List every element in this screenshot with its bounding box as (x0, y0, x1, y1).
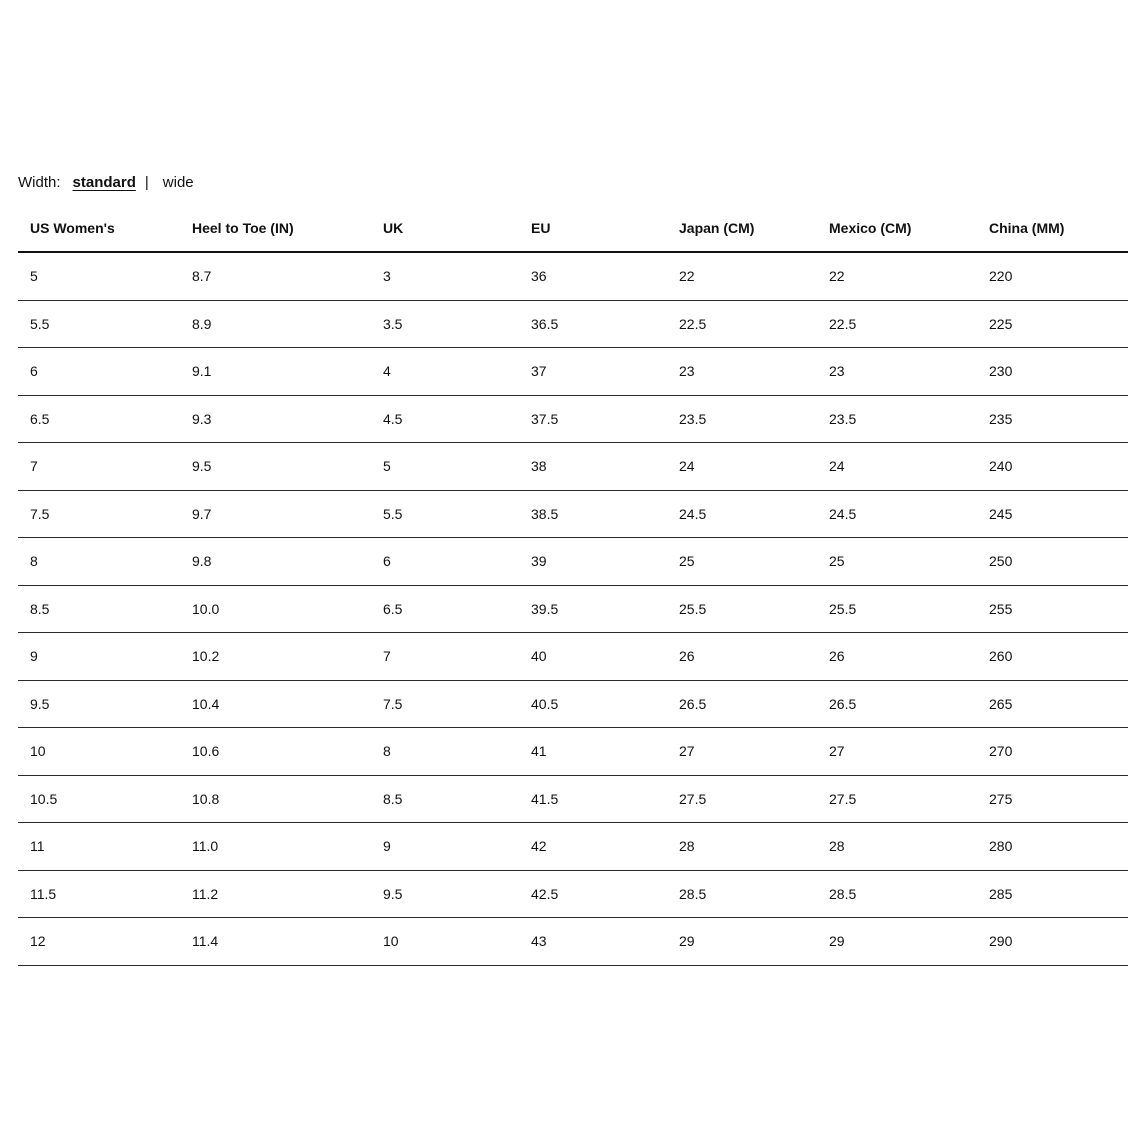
table-cell-china: 250 (977, 538, 1128, 586)
table-cell-china: 280 (977, 823, 1128, 871)
table-row (18, 490, 1128, 538)
table-cell-china: 240 (977, 443, 1128, 491)
table-cell-eu: 43 (519, 918, 667, 966)
table-cell-china: 270 (977, 728, 1128, 776)
table-cell-heel-to-toe: 9.7 (180, 490, 371, 538)
table-cell-mexico: 25 (817, 538, 977, 586)
table-cell-china: 245 (977, 490, 1128, 538)
table-cell-eu: 37.5 (519, 395, 667, 443)
table-cell-mexico: 26 (817, 633, 977, 681)
column-header-eu: EU (519, 204, 667, 252)
table-cell-mexico: 27 (817, 728, 977, 776)
table-cell-eu: 41.5 (519, 775, 667, 823)
table-row (18, 300, 1128, 348)
table-cell-eu: 41 (519, 728, 667, 776)
table-cell-mexico: 28.5 (817, 870, 977, 918)
table-cell-us-womens: 5.5 (18, 300, 180, 348)
table-cell-us-womens: 6 (18, 348, 180, 396)
column-header-china: China (MM) (977, 204, 1128, 252)
table-cell-heel-to-toe: 11.4 (180, 918, 371, 966)
table-cell-us-womens: 7.5 (18, 490, 180, 538)
table-row (18, 775, 1128, 823)
table-cell-eu: 39 (519, 538, 667, 586)
table-cell-uk: 3.5 (371, 300, 519, 348)
table-cell-mexico: 25.5 (817, 585, 977, 633)
table-cell-uk: 4.5 (371, 395, 519, 443)
table-cell-us-womens: 8 (18, 538, 180, 586)
column-header-mexico: Mexico (CM) (817, 204, 977, 252)
table-cell-uk: 8.5 (371, 775, 519, 823)
table-cell-us-womens: 11 (18, 823, 180, 871)
table-cell-eu: 40.5 (519, 680, 667, 728)
table-cell-japan: 25.5 (667, 585, 817, 633)
table-cell-japan: 23 (667, 348, 817, 396)
table-cell-heel-to-toe: 8.9 (180, 300, 371, 348)
table-cell-mexico: 23 (817, 348, 977, 396)
table-row (18, 538, 1128, 586)
table-cell-china: 265 (977, 680, 1128, 728)
table-row (18, 680, 1128, 728)
table-cell-eu: 38.5 (519, 490, 667, 538)
width-option-standard[interactable]: standard (72, 174, 136, 191)
table-cell-china: 220 (977, 252, 1128, 300)
table-cell-heel-to-toe: 10.6 (180, 728, 371, 776)
table-row (18, 443, 1128, 491)
table-cell-mexico: 29 (817, 918, 977, 966)
table-cell-us-womens: 12 (18, 918, 180, 966)
table-cell-japan: 27.5 (667, 775, 817, 823)
table-cell-us-womens: 9.5 (18, 680, 180, 728)
table-cell-eu: 40 (519, 633, 667, 681)
table-cell-china: 255 (977, 585, 1128, 633)
table-cell-japan: 27 (667, 728, 817, 776)
table-cell-us-womens: 10 (18, 728, 180, 776)
table-cell-uk: 10 (371, 918, 519, 966)
column-header-us-womens: US Women's (18, 204, 180, 252)
table-cell-uk: 5 (371, 443, 519, 491)
table-cell-us-womens: 11.5 (18, 870, 180, 918)
table-body (18, 252, 1128, 965)
table-cell-japan: 29 (667, 918, 817, 966)
table-cell-uk: 4 (371, 348, 519, 396)
table-cell-uk: 5.5 (371, 490, 519, 538)
table-cell-uk: 8 (371, 728, 519, 776)
table-cell-china: 230 (977, 348, 1128, 396)
table-cell-uk: 7.5 (371, 680, 519, 728)
table-cell-heel-to-toe: 11.2 (180, 870, 371, 918)
table-cell-uk: 6 (371, 538, 519, 586)
table-cell-mexico: 24 (817, 443, 977, 491)
table-cell-china: 260 (977, 633, 1128, 681)
table-cell-japan: 22 (667, 252, 817, 300)
size-chart-table (18, 204, 1128, 966)
table-cell-eu: 39.5 (519, 585, 667, 633)
table-cell-japan: 28 (667, 823, 817, 871)
table-cell-japan: 24 (667, 443, 817, 491)
table-cell-heel-to-toe: 9.3 (180, 395, 371, 443)
table-row (18, 395, 1128, 443)
table-row (18, 252, 1128, 300)
column-header-uk: UK (371, 204, 519, 252)
table-cell-china: 290 (977, 918, 1128, 966)
table-cell-uk: 9.5 (371, 870, 519, 918)
table-row (18, 585, 1128, 633)
table-cell-japan: 22.5 (667, 300, 817, 348)
table-cell-mexico: 22.5 (817, 300, 977, 348)
table-row (18, 823, 1128, 871)
width-separator: | (144, 174, 149, 191)
table-cell-us-womens: 10.5 (18, 775, 180, 823)
table-cell-heel-to-toe: 11.0 (180, 823, 371, 871)
table-cell-mexico: 24.5 (817, 490, 977, 538)
width-selector (18, 173, 194, 193)
table-cell-heel-to-toe: 10.4 (180, 680, 371, 728)
table-cell-heel-to-toe: 10.8 (180, 775, 371, 823)
table-cell-uk: 6.5 (371, 585, 519, 633)
table-cell-mexico: 26.5 (817, 680, 977, 728)
table-cell-heel-to-toe: 9.8 (180, 538, 371, 586)
table-cell-eu: 36 (519, 252, 667, 300)
table-cell-us-womens: 8.5 (18, 585, 180, 633)
table-cell-china: 235 (977, 395, 1128, 443)
table-cell-uk: 7 (371, 633, 519, 681)
table-cell-uk: 3 (371, 252, 519, 300)
table-cell-japan: 26.5 (667, 680, 817, 728)
table-row (18, 728, 1128, 776)
table-cell-us-womens: 9 (18, 633, 180, 681)
table-header (18, 204, 1128, 252)
table-cell-japan: 25 (667, 538, 817, 586)
table-cell-us-womens: 7 (18, 443, 180, 491)
column-header-japan: Japan (CM) (667, 204, 817, 252)
table-cell-mexico: 22 (817, 252, 977, 300)
table-cell-eu: 36.5 (519, 300, 667, 348)
table-cell-china: 225 (977, 300, 1128, 348)
table-cell-us-womens: 5 (18, 252, 180, 300)
table-cell-japan: 23.5 (667, 395, 817, 443)
table-cell-eu: 42 (519, 823, 667, 871)
table-row (18, 870, 1128, 918)
column-header-heel-to-toe: Heel to Toe (IN) (180, 204, 371, 252)
table-cell-china: 285 (977, 870, 1128, 918)
table-cell-eu: 37 (519, 348, 667, 396)
table-cell-heel-to-toe: 8.7 (180, 252, 371, 300)
table-cell-japan: 24.5 (667, 490, 817, 538)
width-label: Width: (18, 174, 61, 191)
table-cell-mexico: 28 (817, 823, 977, 871)
table-row (18, 633, 1128, 681)
table-cell-heel-to-toe: 9.1 (180, 348, 371, 396)
table-cell-mexico: 27.5 (817, 775, 977, 823)
table-cell-heel-to-toe: 9.5 (180, 443, 371, 491)
table-cell-china: 275 (977, 775, 1128, 823)
table-cell-mexico: 23.5 (817, 395, 977, 443)
table-cell-japan: 26 (667, 633, 817, 681)
table-cell-japan: 28.5 (667, 870, 817, 918)
table-cell-us-womens: 6.5 (18, 395, 180, 443)
table-cell-heel-to-toe: 10.0 (180, 585, 371, 633)
header-row (18, 204, 1128, 252)
table-cell-eu: 42.5 (519, 870, 667, 918)
table-row (18, 918, 1128, 966)
table-cell-uk: 9 (371, 823, 519, 871)
table-cell-heel-to-toe: 10.2 (180, 633, 371, 681)
table-cell-eu: 38 (519, 443, 667, 491)
width-option-wide[interactable]: wide (162, 174, 194, 191)
table-row (18, 348, 1128, 396)
